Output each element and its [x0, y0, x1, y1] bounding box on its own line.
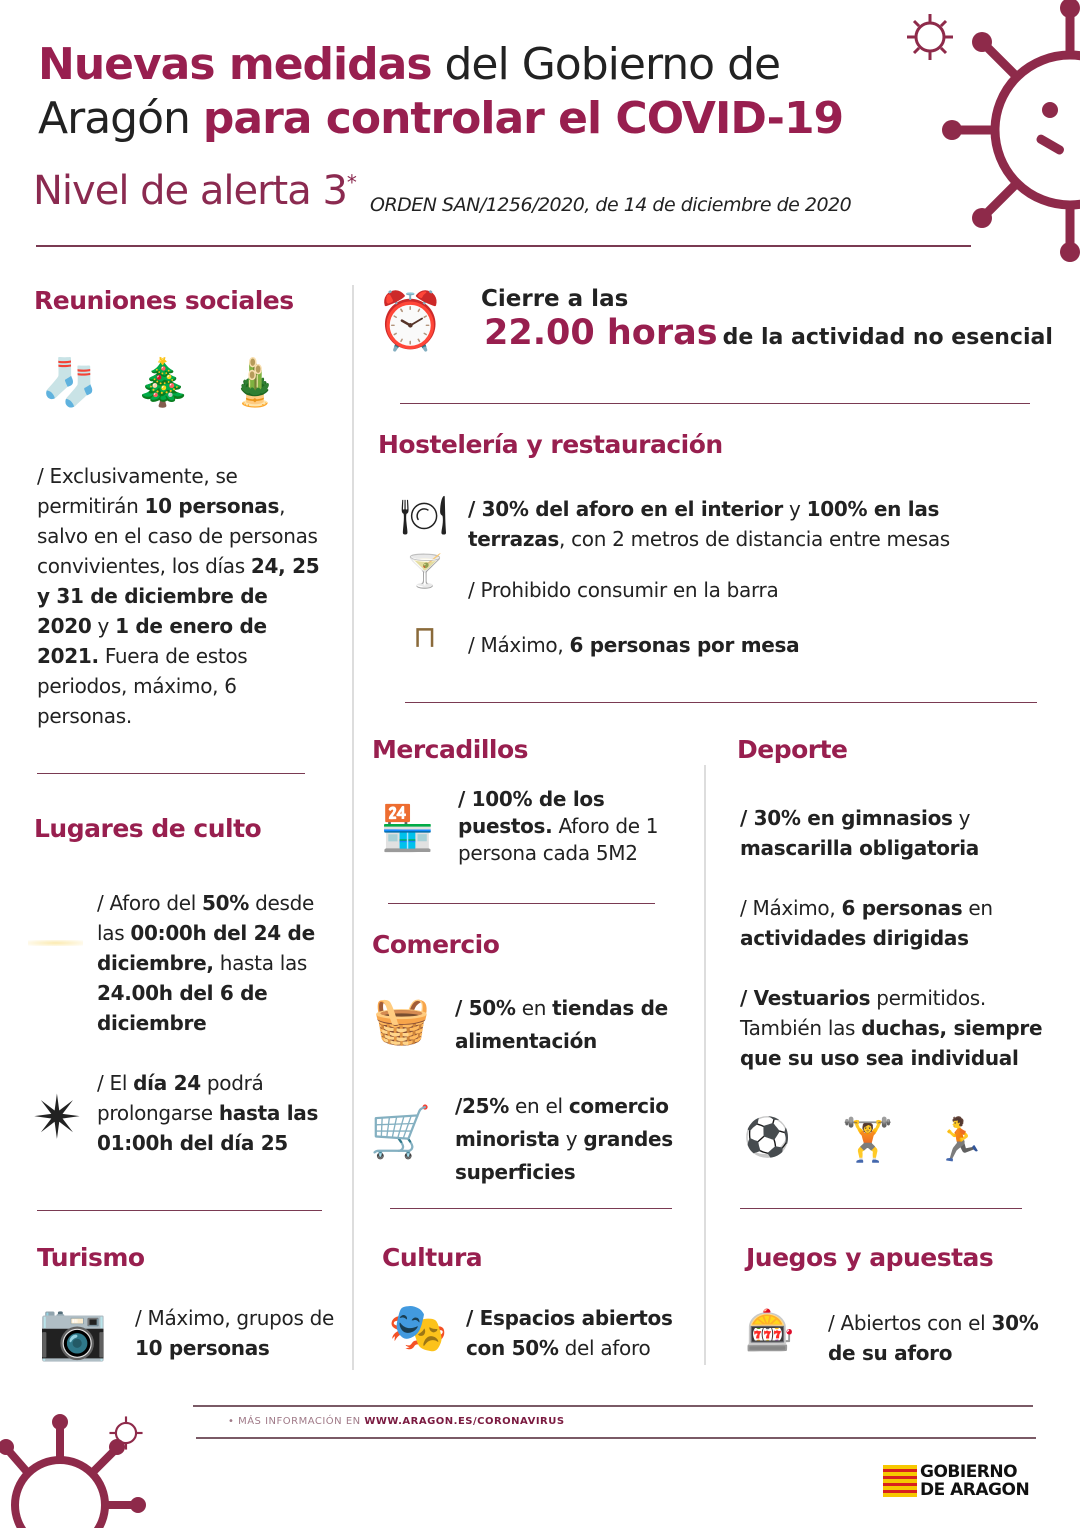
small-virus-icon	[108, 1415, 144, 1451]
christmas-tree-icon: 🎄	[134, 355, 192, 409]
cierre-time-line	[484, 313, 1053, 353]
text-segment: hasta las 01:00h del día 25	[97, 1101, 319, 1155]
text-segment: , salvo en el caso de personas convivientes, los días	[37, 494, 318, 578]
text-segment: / Máximo,	[468, 633, 570, 657]
text-segment: 24, 25 y 31 de diciembre de 2020	[37, 554, 320, 638]
culto-text-1	[97, 888, 347, 1038]
more-info-link[interactable]: WWW.ARAGON.ES/CORONAVIRUS	[364, 1416, 565, 1427]
text-segment: y	[783, 497, 807, 521]
text-segment: / Espacios abiertos con 50%	[466, 1306, 673, 1360]
reuniones-heading: Reuniones sociales	[34, 286, 294, 315]
divider	[36, 245, 971, 247]
divider	[388, 903, 655, 904]
divider	[37, 773, 305, 774]
text-segment: 00:00h del 24 de diciembre,	[97, 921, 315, 975]
alert-level	[33, 168, 356, 214]
text-segment: 6 personas por mesa	[569, 633, 800, 657]
ornament-icon: 🎍	[226, 355, 284, 409]
text-segment: y	[91, 614, 116, 638]
divider	[405, 702, 1037, 703]
text-segment: Nuevas medidas	[38, 39, 432, 90]
light-icon	[28, 940, 83, 946]
text-segment: comercio minorista	[455, 1094, 669, 1151]
hosteleria-heading: Hostelería y restauración	[378, 430, 723, 459]
logo-line1: GOBIERNO	[920, 1462, 1018, 1482]
text-segment: grandes superficies	[455, 1127, 673, 1184]
order-reference: ORDEN SAN/1256/2020, de 14 de diciembre de 2020	[370, 194, 852, 216]
small-virus-icon	[905, 12, 955, 62]
weightlifter-icon: 🏋	[841, 1114, 895, 1164]
column-divider	[352, 285, 354, 1370]
text-segment: Aforo de 1 persona cada 5M2	[458, 814, 659, 865]
christmas-stocking-icon: 🧦	[41, 355, 99, 409]
text-segment: y	[952, 806, 971, 830]
text-segment: 24.00h del 6 de diciembre	[97, 981, 268, 1035]
mercadillos-heading: Mercadillos	[372, 735, 529, 764]
alert-footnote-mark: *	[346, 170, 356, 195]
camera-icon: 📷	[38, 1299, 108, 1364]
cierre-time: 22.00 horas	[484, 313, 718, 353]
virus-icon	[940, 0, 1080, 270]
text-segment: / Máximo,	[740, 896, 842, 920]
soccer-ball-icon: ⚽	[743, 1115, 792, 1159]
divider	[196, 1437, 1036, 1439]
culto-text-2	[97, 1068, 337, 1158]
grocery-basket-icon: 🧺	[373, 992, 431, 1047]
hosteleria-item	[468, 575, 1028, 605]
market-stall-icon: 🏪	[380, 802, 435, 854]
juegos-heading: Juegos y apuestas	[746, 1243, 994, 1272]
column-divider	[704, 765, 706, 1365]
text-segment: Aragón	[38, 93, 203, 144]
deporte-text-2	[740, 893, 1050, 953]
text-segment: / 30% del aforo en el interior	[468, 497, 783, 521]
alarm-clock-icon: ⏰	[375, 288, 446, 354]
comercio-text-1	[455, 992, 690, 1058]
more-info: • MÁS INFORMACIÓN EN WWW.ARAGON.ES/CORONAVIRUS	[228, 1416, 565, 1427]
text-segment: del aforo	[558, 1336, 651, 1360]
text-segment: en	[515, 996, 553, 1020]
text-segment: / Aforo del	[97, 891, 203, 915]
aragon-flag-icon	[883, 1465, 917, 1497]
hosteleria-item	[468, 494, 1038, 554]
cierre-label: Cierre a las	[481, 286, 629, 312]
text-segment: tiendas de alimentación	[455, 996, 668, 1053]
poker-chips-icon: 🎰	[745, 1307, 795, 1354]
text-segment: 1 de enero de 2021.	[37, 614, 267, 668]
text-segment: 10 personas	[135, 1336, 270, 1360]
text-segment: 6 personas	[841, 896, 963, 920]
cierre-rest: de la actividad no esencial	[722, 325, 1053, 350]
text-segment: / 100% de los puestos.	[458, 787, 605, 838]
cocktail-icon: 🍸	[405, 551, 445, 590]
text-segment: día 24	[133, 1071, 201, 1095]
text-segment: / 50%	[455, 996, 516, 1020]
text-segment: podrá prolongarse	[97, 1071, 264, 1125]
cultura-text	[466, 1303, 696, 1363]
text-segment: y	[559, 1127, 584, 1151]
text-segment: / Prohibido consumir en la barra	[468, 578, 779, 602]
theater-masks-icon: 🎭	[388, 1300, 448, 1356]
star-icon: ✴	[32, 1082, 83, 1153]
more-info-label: MÁS INFORMACIÓN EN	[238, 1416, 365, 1427]
text-segment: 50%	[202, 891, 250, 915]
cultura-heading: Cultura	[382, 1243, 483, 1272]
text-segment: / Exclusivamente, se permitirán	[37, 464, 238, 518]
divider	[400, 403, 1030, 404]
text-segment: duchas, siempre que su uso sea individual	[740, 1016, 1043, 1070]
text-segment: Fuera de estos periodos, máximo, 6 personas.	[37, 644, 248, 728]
text-segment: / 30% en gimnasios	[740, 806, 953, 830]
culto-heading: Lugares de culto	[34, 814, 262, 843]
divider	[37, 1210, 322, 1211]
deporte-text-3	[740, 983, 1060, 1073]
cloche-icon: 🍽	[399, 492, 449, 537]
text-segment: hasta las	[213, 951, 308, 975]
hosteleria-item	[468, 630, 1028, 660]
text-segment: /25%	[455, 1094, 509, 1118]
text-segment: en el	[508, 1094, 569, 1118]
text-segment: del Gobierno de	[431, 39, 781, 90]
divider	[390, 1208, 672, 1209]
text-segment: para controlar el COVID-19	[202, 93, 844, 144]
deporte-text-1	[740, 803, 1050, 863]
deporte-heading: Deporte	[737, 735, 848, 764]
runner-icon: 🏃	[933, 1115, 987, 1164]
text-segment: / El	[97, 1071, 134, 1095]
text-segment: 30% de su aforo	[828, 1311, 1039, 1365]
gobierno-logo	[920, 1463, 1029, 1499]
alert-level-text: Nivel de alerta 3	[33, 168, 347, 214]
text-segment: / Abiertos con el	[828, 1311, 992, 1335]
text-segment: / Vestuarios	[740, 986, 871, 1010]
turismo-text	[135, 1303, 335, 1363]
comercio-text-2	[455, 1090, 695, 1189]
juegos-text	[828, 1308, 1048, 1368]
comercio-heading: Comercio	[372, 930, 500, 959]
text-segment: permitidos. También las	[740, 986, 986, 1040]
mercadillos-text	[458, 786, 688, 867]
turismo-heading: Turismo	[37, 1243, 145, 1272]
page-title-line2	[38, 92, 843, 146]
shopping-cart-icon: 🛒	[369, 1103, 433, 1161]
text-segment: desde las	[97, 891, 315, 945]
page-title-line1	[38, 38, 780, 92]
text-segment: , con 2 metros de distancia entre mesas	[559, 527, 950, 551]
text-segment: mascarilla obligatoria	[740, 836, 979, 860]
logo-line2: DE ARAGON	[920, 1480, 1030, 1500]
divider	[193, 1405, 1033, 1407]
text-segment: 10 personas	[144, 494, 280, 518]
text-segment: / Máximo, grupos de	[135, 1306, 335, 1330]
text-segment: en	[962, 896, 993, 920]
reuniones-text	[37, 461, 322, 731]
divider	[740, 1208, 1022, 1209]
text-segment: 100% en las terrazas	[468, 497, 940, 551]
table-chairs-icon: ⊓	[413, 619, 437, 655]
text-segment: actividades dirigidas	[740, 926, 969, 950]
